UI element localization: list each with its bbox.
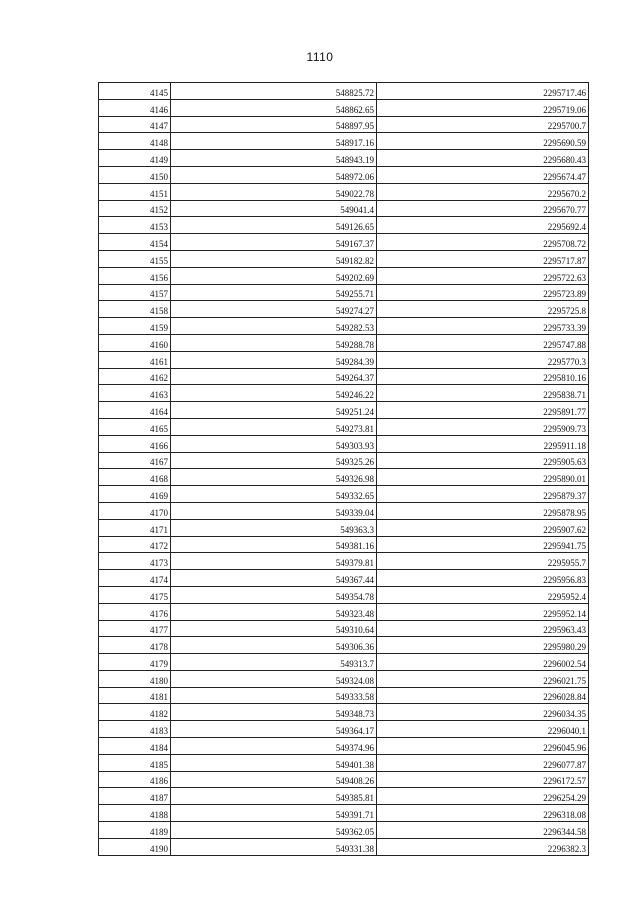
table-row <box>99 200 589 217</box>
table-row <box>99 486 589 503</box>
table-row <box>99 99 589 116</box>
point-id-cell: 4172 <box>99 536 171 553</box>
y-coordinate-cell: 2295733.39 <box>377 318 589 335</box>
x-coordinate-cell: 549306.36 <box>171 637 377 654</box>
y-coordinate-cell: 2295941.75 <box>377 536 589 553</box>
y-coordinate-cell: 2295963.43 <box>377 620 589 637</box>
table-row <box>99 553 589 570</box>
x-coordinate-cell: 549167.37 <box>171 234 377 251</box>
table-row <box>99 670 589 687</box>
table-row <box>99 654 589 671</box>
point-id-cell: 4170 <box>99 502 171 519</box>
y-coordinate-cell: 2295905.63 <box>377 452 589 469</box>
y-coordinate-cell: 2295879.37 <box>377 486 589 503</box>
point-id-cell: 4162 <box>99 368 171 385</box>
x-coordinate-cell: 549022.78 <box>171 183 377 200</box>
point-id-cell: 4182 <box>99 704 171 721</box>
table-row <box>99 469 589 486</box>
point-id-cell: 4145 <box>99 83 171 100</box>
point-id-cell: 4152 <box>99 200 171 217</box>
y-coordinate-cell: 2296077.87 <box>377 754 589 771</box>
table-row <box>99 402 589 419</box>
table-row <box>99 116 589 133</box>
x-coordinate-cell: 549273.81 <box>171 418 377 435</box>
point-id-cell: 4161 <box>99 351 171 368</box>
x-coordinate-cell: 549264.37 <box>171 368 377 385</box>
y-coordinate-cell: 2296021.75 <box>377 670 589 687</box>
point-id-cell: 4179 <box>99 654 171 671</box>
y-coordinate-cell: 2295770.3 <box>377 351 589 368</box>
point-id-cell: 4147 <box>99 116 171 133</box>
page-number: 1110 <box>306 50 334 64</box>
y-coordinate-cell: 2295692.4 <box>377 217 589 234</box>
table-row <box>99 217 589 234</box>
point-id-cell: 4176 <box>99 603 171 620</box>
table-row <box>99 838 589 855</box>
y-coordinate-cell: 2295810.16 <box>377 368 589 385</box>
point-id-cell: 4154 <box>99 234 171 251</box>
table-row <box>99 284 589 301</box>
point-id-cell: 4181 <box>99 687 171 704</box>
point-id-cell: 4190 <box>99 838 171 855</box>
coordinates-table-body <box>99 83 589 856</box>
x-coordinate-cell: 549408.26 <box>171 771 377 788</box>
x-coordinate-cell: 549354.78 <box>171 586 377 603</box>
point-id-cell: 4166 <box>99 435 171 452</box>
x-coordinate-cell: 549126.65 <box>171 217 377 234</box>
point-id-cell: 4174 <box>99 570 171 587</box>
point-id-cell: 4156 <box>99 267 171 284</box>
x-coordinate-cell: 549332.65 <box>171 486 377 503</box>
x-coordinate-cell: 549385.81 <box>171 788 377 805</box>
table-row <box>99 620 589 637</box>
table-row <box>99 536 589 553</box>
y-coordinate-cell: 2295956.83 <box>377 570 589 587</box>
table-row <box>99 133 589 150</box>
y-coordinate-cell: 2296318.08 <box>377 805 589 822</box>
point-id-cell: 4188 <box>99 805 171 822</box>
x-coordinate-cell: 549041.4 <box>171 200 377 217</box>
point-id-cell: 4155 <box>99 250 171 267</box>
y-coordinate-cell: 2295717.46 <box>377 83 589 100</box>
x-coordinate-cell: 549364.17 <box>171 721 377 738</box>
point-id-cell: 4157 <box>99 284 171 301</box>
y-coordinate-cell: 2295717.87 <box>377 250 589 267</box>
y-coordinate-cell: 2295907.62 <box>377 519 589 536</box>
table-row <box>99 788 589 805</box>
x-coordinate-cell: 548943.19 <box>171 150 377 167</box>
y-coordinate-cell: 2295747.88 <box>377 334 589 351</box>
table-row <box>99 150 589 167</box>
x-coordinate-cell: 549348.73 <box>171 704 377 721</box>
point-id-cell: 4186 <box>99 771 171 788</box>
point-id-cell: 4158 <box>99 301 171 318</box>
point-id-cell: 4151 <box>99 183 171 200</box>
y-coordinate-cell: 2295670.2 <box>377 183 589 200</box>
point-id-cell: 4168 <box>99 469 171 486</box>
table-row <box>99 301 589 318</box>
x-coordinate-cell: 549323.48 <box>171 603 377 620</box>
x-coordinate-cell: 549326.98 <box>171 469 377 486</box>
x-coordinate-cell: 549325.26 <box>171 452 377 469</box>
point-id-cell: 4148 <box>99 133 171 150</box>
x-coordinate-cell: 549374.96 <box>171 738 377 755</box>
y-coordinate-cell: 2296045.96 <box>377 738 589 755</box>
y-coordinate-cell: 2295838.71 <box>377 385 589 402</box>
x-coordinate-cell: 549274.27 <box>171 301 377 318</box>
point-id-cell: 4165 <box>99 418 171 435</box>
x-coordinate-cell: 548862.65 <box>171 99 377 116</box>
x-coordinate-cell: 549313.7 <box>171 654 377 671</box>
x-coordinate-cell: 549379.81 <box>171 553 377 570</box>
point-id-cell: 4163 <box>99 385 171 402</box>
table-row <box>99 452 589 469</box>
y-coordinate-cell: 2295719.06 <box>377 99 589 116</box>
table-row <box>99 586 589 603</box>
table-row <box>99 754 589 771</box>
y-coordinate-cell: 2295909.73 <box>377 418 589 435</box>
x-coordinate-cell: 549251.24 <box>171 402 377 419</box>
table-row <box>99 250 589 267</box>
y-coordinate-cell: 2295890.01 <box>377 469 589 486</box>
x-coordinate-cell: 549401.38 <box>171 754 377 771</box>
table-row <box>99 570 589 587</box>
table-row <box>99 721 589 738</box>
point-id-cell: 4185 <box>99 754 171 771</box>
y-coordinate-cell: 2295980.29 <box>377 637 589 654</box>
table-row <box>99 351 589 368</box>
y-coordinate-cell: 2296344.58 <box>377 822 589 839</box>
table-row <box>99 435 589 452</box>
point-id-cell: 4149 <box>99 150 171 167</box>
point-id-cell: 4146 <box>99 99 171 116</box>
x-coordinate-cell: 549303.93 <box>171 435 377 452</box>
y-coordinate-cell: 2296172.57 <box>377 771 589 788</box>
x-coordinate-cell: 549310.64 <box>171 620 377 637</box>
coordinates-table <box>98 82 589 856</box>
table-row <box>99 519 589 536</box>
point-id-cell: 4160 <box>99 334 171 351</box>
y-coordinate-cell: 2296028.84 <box>377 687 589 704</box>
table-row <box>99 637 589 654</box>
x-coordinate-cell: 549282.53 <box>171 318 377 335</box>
table-row <box>99 166 589 183</box>
x-coordinate-cell: 549362.05 <box>171 822 377 839</box>
x-coordinate-cell: 549363.3 <box>171 519 377 536</box>
point-id-cell: 4180 <box>99 670 171 687</box>
table-row <box>99 234 589 251</box>
y-coordinate-cell: 2296040.1 <box>377 721 589 738</box>
x-coordinate-cell: 549324.08 <box>171 670 377 687</box>
y-coordinate-cell: 2295723.89 <box>377 284 589 301</box>
table-row <box>99 603 589 620</box>
y-coordinate-cell: 2295670.77 <box>377 200 589 217</box>
point-id-cell: 4187 <box>99 788 171 805</box>
point-id-cell: 4173 <box>99 553 171 570</box>
x-coordinate-cell: 549381.16 <box>171 536 377 553</box>
point-id-cell: 4189 <box>99 822 171 839</box>
y-coordinate-cell: 2295955.7 <box>377 553 589 570</box>
y-coordinate-cell: 2295952.4 <box>377 586 589 603</box>
x-coordinate-cell: 549391.71 <box>171 805 377 822</box>
y-coordinate-cell: 2295878.95 <box>377 502 589 519</box>
y-coordinate-cell: 2296002.54 <box>377 654 589 671</box>
x-coordinate-cell: 549367.44 <box>171 570 377 587</box>
point-id-cell: 4167 <box>99 452 171 469</box>
x-coordinate-cell: 549255.71 <box>171 284 377 301</box>
y-coordinate-cell: 2295952.14 <box>377 603 589 620</box>
table-row <box>99 704 589 721</box>
y-coordinate-cell: 2296034.35 <box>377 704 589 721</box>
point-id-cell: 4164 <box>99 402 171 419</box>
table-row <box>99 502 589 519</box>
table-row <box>99 334 589 351</box>
table-row <box>99 318 589 335</box>
x-coordinate-cell: 548917.16 <box>171 133 377 150</box>
point-id-cell: 4153 <box>99 217 171 234</box>
y-coordinate-cell: 2295690.59 <box>377 133 589 150</box>
x-coordinate-cell: 549288.78 <box>171 334 377 351</box>
table-row <box>99 738 589 755</box>
y-coordinate-cell: 2295708.72 <box>377 234 589 251</box>
y-coordinate-cell: 2295725.8 <box>377 301 589 318</box>
point-id-cell: 4159 <box>99 318 171 335</box>
table-row <box>99 368 589 385</box>
x-coordinate-cell: 549339.04 <box>171 502 377 519</box>
point-id-cell: 4184 <box>99 738 171 755</box>
table-row <box>99 771 589 788</box>
y-coordinate-cell: 2295891.77 <box>377 402 589 419</box>
point-id-cell: 4150 <box>99 166 171 183</box>
x-coordinate-cell: 548825.72 <box>171 83 377 100</box>
table-row <box>99 385 589 402</box>
point-id-cell: 4177 <box>99 620 171 637</box>
x-coordinate-cell: 549284.39 <box>171 351 377 368</box>
x-coordinate-cell: 549331.38 <box>171 838 377 855</box>
table-row <box>99 418 589 435</box>
point-id-cell: 4171 <box>99 519 171 536</box>
table-row <box>99 822 589 839</box>
table-row <box>99 805 589 822</box>
y-coordinate-cell: 2295911.18 <box>377 435 589 452</box>
point-id-cell: 4183 <box>99 721 171 738</box>
point-id-cell: 4175 <box>99 586 171 603</box>
x-coordinate-cell: 549333.58 <box>171 687 377 704</box>
y-coordinate-cell: 2296254.29 <box>377 788 589 805</box>
x-coordinate-cell: 549182.82 <box>171 250 377 267</box>
y-coordinate-cell: 2295722.63 <box>377 267 589 284</box>
table-row <box>99 267 589 284</box>
x-coordinate-cell: 549246.22 <box>171 385 377 402</box>
y-coordinate-cell: 2295700.7 <box>377 116 589 133</box>
y-coordinate-cell: 2296382.3 <box>377 838 589 855</box>
point-id-cell: 4169 <box>99 486 171 503</box>
point-id-cell: 4178 <box>99 637 171 654</box>
y-coordinate-cell: 2295674.47 <box>377 166 589 183</box>
x-coordinate-cell: 548972.06 <box>171 166 377 183</box>
table-row <box>99 183 589 200</box>
table-row <box>99 83 589 100</box>
x-coordinate-cell: 548897.95 <box>171 116 377 133</box>
table-row <box>99 687 589 704</box>
y-coordinate-cell: 2295680.43 <box>377 150 589 167</box>
x-coordinate-cell: 549202.69 <box>171 267 377 284</box>
